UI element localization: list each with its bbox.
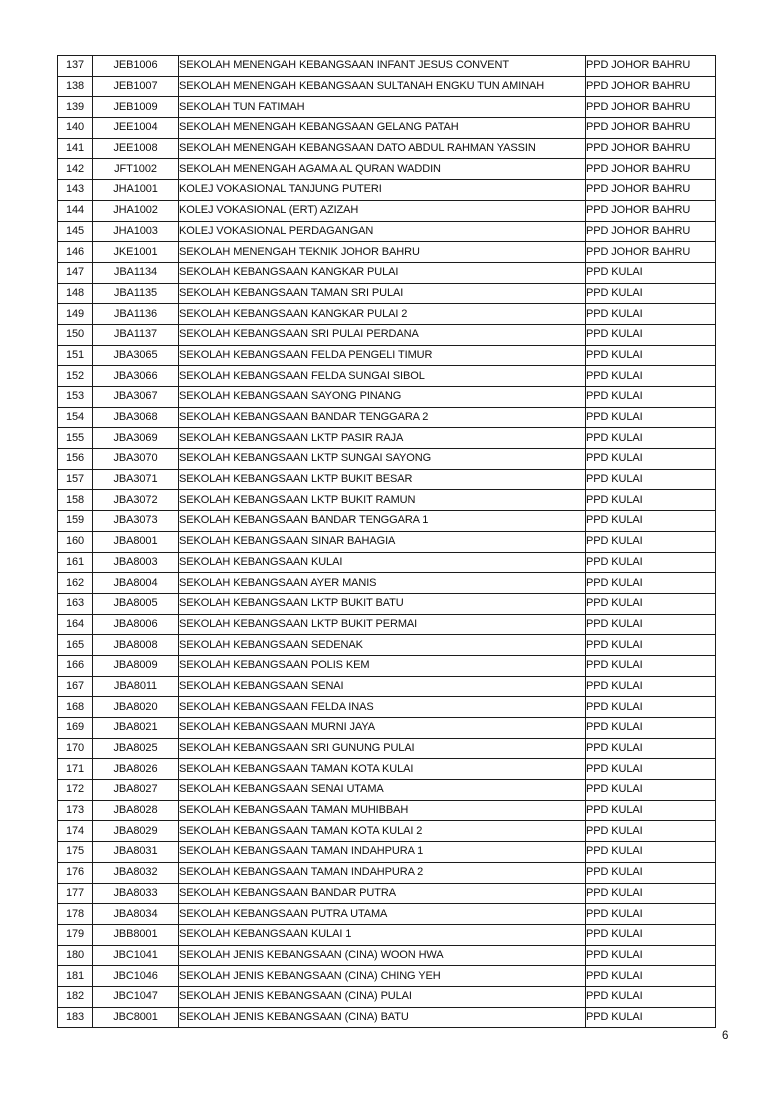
- cell-code: JBA3071: [93, 469, 179, 490]
- cell-code: JEB1006: [93, 56, 179, 77]
- cell-no: 181: [58, 966, 93, 987]
- cell-name: SEKOLAH MENENGAH AGAMA AL QURAN WADDIN: [179, 159, 586, 180]
- table-row: [58, 283, 716, 304]
- cell-no: 174: [58, 821, 93, 842]
- cell-code: JHA1001: [93, 180, 179, 201]
- cell-name: SEKOLAH KEBANGSAAN SINAR BAHAGIA: [179, 531, 586, 552]
- cell-name: SEKOLAH KEBANGSAAN LKTP BUKIT RAMUN: [179, 490, 586, 511]
- cell-no: 162: [58, 573, 93, 594]
- cell-name: SEKOLAH KEBANGSAAN SEDENAK: [179, 635, 586, 656]
- cell-name: SEKOLAH KEBANGSAAN TAMAN KOTA KULAI 2: [179, 821, 586, 842]
- cell-no: 155: [58, 428, 93, 449]
- cell-district: PPD KULAI: [586, 345, 716, 366]
- cell-district: PPD KULAI: [586, 573, 716, 594]
- table-row: [58, 469, 716, 490]
- cell-code: JBA1137: [93, 324, 179, 345]
- cell-district: PPD KULAI: [586, 966, 716, 987]
- cell-name: SEKOLAH MENENGAH KEBANGSAAN SULTANAH ENGKU TUN AMINAH: [179, 76, 586, 97]
- cell-name: SEKOLAH MENENGAH KEBANGSAAN GELANG PATAH: [179, 118, 586, 139]
- cell-name: SEKOLAH KEBANGSAAN LKTP BUKIT PERMAI: [179, 614, 586, 635]
- cell-code: JBA1135: [93, 283, 179, 304]
- table-row: [58, 676, 716, 697]
- cell-district: PPD JOHOR BAHRU: [586, 159, 716, 180]
- cell-district: PPD KULAI: [586, 593, 716, 614]
- cell-name: SEKOLAH MENENGAH TEKNIK JOHOR BAHRU: [179, 242, 586, 263]
- cell-name: SEKOLAH KEBANGSAAN LKTP BUKIT BESAR: [179, 469, 586, 490]
- cell-district: PPD KULAI: [586, 759, 716, 780]
- cell-no: 140: [58, 118, 93, 139]
- cell-district: PPD KULAI: [586, 738, 716, 759]
- cell-no: 180: [58, 945, 93, 966]
- cell-district: PPD KULAI: [586, 531, 716, 552]
- cell-district: PPD KULAI: [586, 821, 716, 842]
- cell-district: PPD KULAI: [586, 718, 716, 739]
- cell-code: JBA8032: [93, 862, 179, 883]
- school-table: [57, 55, 716, 1028]
- cell-district: PPD KULAI: [586, 904, 716, 925]
- cell-no: 152: [58, 366, 93, 387]
- cell-code: JEB1009: [93, 97, 179, 118]
- cell-name: SEKOLAH KEBANGSAAN FELDA PENGELI TIMUR: [179, 345, 586, 366]
- table-row: [58, 966, 716, 987]
- cell-name: SEKOLAH KEBANGSAAN SENAI: [179, 676, 586, 697]
- table-row: [58, 511, 716, 532]
- cell-no: 158: [58, 490, 93, 511]
- cell-code: JBA8034: [93, 904, 179, 925]
- table-row: [58, 76, 716, 97]
- cell-code: JBB8001: [93, 924, 179, 945]
- cell-no: 163: [58, 593, 93, 614]
- cell-no: 143: [58, 180, 93, 201]
- cell-code: JBA8031: [93, 842, 179, 863]
- cell-code: JBA8005: [93, 593, 179, 614]
- table-row: [58, 862, 716, 883]
- cell-no: 137: [58, 56, 93, 77]
- table-row: [58, 635, 716, 656]
- cell-no: 138: [58, 76, 93, 97]
- cell-district: PPD JOHOR BAHRU: [586, 97, 716, 118]
- cell-code: JBA3072: [93, 490, 179, 511]
- cell-name: SEKOLAH KEBANGSAAN TAMAN INDAHPURA 1: [179, 842, 586, 863]
- cell-code: JBC1047: [93, 986, 179, 1007]
- cell-name: SEKOLAH KEBANGSAAN KULAI 1: [179, 924, 586, 945]
- cell-no: 142: [58, 159, 93, 180]
- cell-code: JFT1002: [93, 159, 179, 180]
- table-row: [58, 573, 716, 594]
- cell-code: JBA8008: [93, 635, 179, 656]
- cell-district: PPD KULAI: [586, 407, 716, 428]
- cell-code: JBA8011: [93, 676, 179, 697]
- cell-district: PPD KULAI: [586, 262, 716, 283]
- cell-no: 144: [58, 200, 93, 221]
- cell-district: PPD KULAI: [586, 800, 716, 821]
- cell-code: JBA8001: [93, 531, 179, 552]
- cell-name: SEKOLAH JENIS KEBANGSAAN (CINA) WOON HWA: [179, 945, 586, 966]
- cell-name: SEKOLAH KEBANGSAAN SAYONG PINANG: [179, 387, 586, 408]
- cell-no: 177: [58, 883, 93, 904]
- cell-no: 150: [58, 324, 93, 345]
- table-row: [58, 1007, 716, 1028]
- cell-code: JKE1001: [93, 242, 179, 263]
- cell-code: JBA8021: [93, 718, 179, 739]
- cell-name: SEKOLAH KEBANGSAAN BANDAR PUTRA: [179, 883, 586, 904]
- cell-name: SEKOLAH KEBANGSAAN SRI PULAI PERDANA: [179, 324, 586, 345]
- cell-district: PPD KULAI: [586, 862, 716, 883]
- cell-no: 179: [58, 924, 93, 945]
- cell-no: 168: [58, 697, 93, 718]
- table-row: [58, 924, 716, 945]
- table-row: [58, 428, 716, 449]
- cell-no: 147: [58, 262, 93, 283]
- cell-code: JBA3066: [93, 366, 179, 387]
- cell-code: JHA1002: [93, 200, 179, 221]
- table-row: [58, 593, 716, 614]
- cell-district: PPD JOHOR BAHRU: [586, 200, 716, 221]
- cell-district: PPD KULAI: [586, 469, 716, 490]
- cell-code: JEE1004: [93, 118, 179, 139]
- cell-code: JBA3070: [93, 449, 179, 470]
- cell-no: 182: [58, 986, 93, 1007]
- cell-code: JBA3069: [93, 428, 179, 449]
- cell-name: SEKOLAH KEBANGSAAN TAMAN INDAHPURA 2: [179, 862, 586, 883]
- cell-no: 141: [58, 138, 93, 159]
- cell-district: PPD JOHOR BAHRU: [586, 56, 716, 77]
- table-row: [58, 407, 716, 428]
- cell-district: PPD KULAI: [586, 490, 716, 511]
- cell-name: SEKOLAH KEBANGSAAN BANDAR TENGGARA 2: [179, 407, 586, 428]
- cell-code: JBA3067: [93, 387, 179, 408]
- table-row: [58, 200, 716, 221]
- cell-name: SEKOLAH KEBANGSAAN TAMAN MUHIBBAH: [179, 800, 586, 821]
- cell-no: 157: [58, 469, 93, 490]
- cell-district: PPD KULAI: [586, 986, 716, 1007]
- table-row: [58, 449, 716, 470]
- cell-code: JBA3068: [93, 407, 179, 428]
- cell-no: 171: [58, 759, 93, 780]
- table-row: [58, 304, 716, 325]
- cell-district: PPD KULAI: [586, 449, 716, 470]
- cell-no: 156: [58, 449, 93, 470]
- cell-name: SEKOLAH KEBANGSAAN POLIS KEM: [179, 655, 586, 676]
- table-row: [58, 490, 716, 511]
- cell-name: SEKOLAH KEBANGSAAN LKTP PASIR RAJA: [179, 428, 586, 449]
- cell-district: PPD KULAI: [586, 511, 716, 532]
- cell-name: KOLEJ VOKASIONAL PERDAGANGAN: [179, 221, 586, 242]
- cell-no: 178: [58, 904, 93, 925]
- table-row: [58, 821, 716, 842]
- cell-name: SEKOLAH KEBANGSAAN KULAI: [179, 552, 586, 573]
- cell-code: JBA1136: [93, 304, 179, 325]
- page-number: 6: [722, 1030, 729, 1042]
- cell-district: PPD KULAI: [586, 945, 716, 966]
- cell-no: 176: [58, 862, 93, 883]
- cell-no: 148: [58, 283, 93, 304]
- cell-district: PPD KULAI: [586, 552, 716, 573]
- cell-district: PPD JOHOR BAHRU: [586, 180, 716, 201]
- cell-name: SEKOLAH KEBANGSAAN SRI GUNUNG PULAI: [179, 738, 586, 759]
- school-table-body: [58, 56, 716, 1028]
- cell-code: JEE1008: [93, 138, 179, 159]
- cell-code: JBA8027: [93, 780, 179, 801]
- cell-district: PPD JOHOR BAHRU: [586, 138, 716, 159]
- cell-no: 166: [58, 655, 93, 676]
- cell-no: 160: [58, 531, 93, 552]
- cell-district: PPD KULAI: [586, 387, 716, 408]
- cell-no: 183: [58, 1007, 93, 1028]
- cell-code: JBA8025: [93, 738, 179, 759]
- cell-name: KOLEJ VOKASIONAL TANJUNG PUTERI: [179, 180, 586, 201]
- table-row: [58, 655, 716, 676]
- cell-code: JBA1134: [93, 262, 179, 283]
- cell-district: PPD KULAI: [586, 1007, 716, 1028]
- cell-name: SEKOLAH KEBANGSAAN FELDA SUNGAI SIBOL: [179, 366, 586, 387]
- cell-district: PPD KULAI: [586, 924, 716, 945]
- table-row: [58, 842, 716, 863]
- cell-no: 169: [58, 718, 93, 739]
- cell-name: SEKOLAH KEBANGSAAN FELDA INAS: [179, 697, 586, 718]
- cell-district: PPD KULAI: [586, 697, 716, 718]
- table-row: [58, 883, 716, 904]
- cell-name: SEKOLAH TUN FATIMAH: [179, 97, 586, 118]
- cell-no: 153: [58, 387, 93, 408]
- cell-district: PPD KULAI: [586, 635, 716, 656]
- cell-district: PPD JOHOR BAHRU: [586, 242, 716, 263]
- table-row: [58, 118, 716, 139]
- cell-code: JBC8001: [93, 1007, 179, 1028]
- cell-no: 161: [58, 552, 93, 573]
- cell-code: JBA8004: [93, 573, 179, 594]
- cell-no: 149: [58, 304, 93, 325]
- table-row: [58, 738, 716, 759]
- cell-no: 173: [58, 800, 93, 821]
- cell-district: PPD JOHOR BAHRU: [586, 118, 716, 139]
- cell-code: JBA3065: [93, 345, 179, 366]
- cell-district: PPD KULAI: [586, 655, 716, 676]
- cell-code: JBA3073: [93, 511, 179, 532]
- cell-district: PPD KULAI: [586, 780, 716, 801]
- cell-no: 167: [58, 676, 93, 697]
- cell-district: PPD JOHOR BAHRU: [586, 76, 716, 97]
- cell-name: SEKOLAH KEBANGSAAN SENAI UTAMA: [179, 780, 586, 801]
- cell-no: 170: [58, 738, 93, 759]
- table-row: [58, 221, 716, 242]
- cell-no: 154: [58, 407, 93, 428]
- table-row: [58, 800, 716, 821]
- table-row: [58, 718, 716, 739]
- cell-code: JBA8003: [93, 552, 179, 573]
- table-row: [58, 552, 716, 573]
- cell-no: 172: [58, 780, 93, 801]
- table-row: [58, 345, 716, 366]
- cell-name: SEKOLAH KEBANGSAAN TAMAN SRI PULAI: [179, 283, 586, 304]
- table-row: [58, 242, 716, 263]
- cell-name: SEKOLAH KEBANGSAAN LKTP BUKIT BATU: [179, 593, 586, 614]
- cell-district: PPD KULAI: [586, 283, 716, 304]
- cell-name: KOLEJ VOKASIONAL (ERT) AZIZAH: [179, 200, 586, 221]
- table-row: [58, 56, 716, 77]
- cell-no: 164: [58, 614, 93, 635]
- cell-code: JBA8028: [93, 800, 179, 821]
- cell-code: JBA8033: [93, 883, 179, 904]
- cell-district: PPD KULAI: [586, 883, 716, 904]
- cell-name: SEKOLAH JENIS KEBANGSAAN (CINA) BATU: [179, 1007, 586, 1028]
- cell-name: SEKOLAH KEBANGSAAN LKTP SUNGAI SAYONG: [179, 449, 586, 470]
- table-row: [58, 180, 716, 201]
- cell-name: SEKOLAH KEBANGSAAN KANGKAR PULAI: [179, 262, 586, 283]
- cell-name: SEKOLAH MENENGAH KEBANGSAAN INFANT JESUS CONVENT: [179, 56, 586, 77]
- cell-district: PPD KULAI: [586, 304, 716, 325]
- cell-name: SEKOLAH KEBANGSAAN AYER MANIS: [179, 573, 586, 594]
- cell-name: SEKOLAH KEBANGSAAN TAMAN KOTA KULAI: [179, 759, 586, 780]
- cell-no: 165: [58, 635, 93, 656]
- cell-code: JBA8029: [93, 821, 179, 842]
- cell-district: PPD KULAI: [586, 676, 716, 697]
- table-row: [58, 697, 716, 718]
- table-row: [58, 614, 716, 635]
- cell-district: PPD KULAI: [586, 428, 716, 449]
- cell-no: 159: [58, 511, 93, 532]
- cell-no: 175: [58, 842, 93, 863]
- cell-code: JHA1003: [93, 221, 179, 242]
- table-row: [58, 531, 716, 552]
- table-row: [58, 945, 716, 966]
- table-row: [58, 97, 716, 118]
- cell-name: SEKOLAH KEBANGSAAN MURNI JAYA: [179, 718, 586, 739]
- cell-code: JBA8009: [93, 655, 179, 676]
- cell-name: SEKOLAH JENIS KEBANGSAAN (CINA) CHING YEH: [179, 966, 586, 987]
- cell-code: JBC1046: [93, 966, 179, 987]
- cell-no: 151: [58, 345, 93, 366]
- cell-district: PPD KULAI: [586, 324, 716, 345]
- table-row: [58, 780, 716, 801]
- cell-name: SEKOLAH MENENGAH KEBANGSAAN DATO ABDUL RAHMAN YASSIN: [179, 138, 586, 159]
- table-row: [58, 986, 716, 1007]
- table-row: [58, 387, 716, 408]
- cell-district: PPD KULAI: [586, 614, 716, 635]
- cell-name: SEKOLAH KEBANGSAAN KANGKAR PULAI 2: [179, 304, 586, 325]
- cell-code: JBA8020: [93, 697, 179, 718]
- cell-district: PPD JOHOR BAHRU: [586, 221, 716, 242]
- table-row: [58, 262, 716, 283]
- table-row: [58, 138, 716, 159]
- cell-code: JBC1041: [93, 945, 179, 966]
- table-row: [58, 159, 716, 180]
- table-row: [58, 366, 716, 387]
- cell-code: JBA8006: [93, 614, 179, 635]
- cell-district: PPD KULAI: [586, 366, 716, 387]
- cell-district: PPD KULAI: [586, 842, 716, 863]
- cell-code: JEB1007: [93, 76, 179, 97]
- cell-code: JBA8026: [93, 759, 179, 780]
- cell-name: SEKOLAH JENIS KEBANGSAAN (CINA) PULAI: [179, 986, 586, 1007]
- cell-no: 146: [58, 242, 93, 263]
- table-row: [58, 904, 716, 925]
- table-row: [58, 324, 716, 345]
- cell-name: SEKOLAH KEBANGSAAN BANDAR TENGGARA 1: [179, 511, 586, 532]
- cell-no: 145: [58, 221, 93, 242]
- cell-name: SEKOLAH KEBANGSAAN PUTRA UTAMA: [179, 904, 586, 925]
- cell-no: 139: [58, 97, 93, 118]
- table-row: [58, 759, 716, 780]
